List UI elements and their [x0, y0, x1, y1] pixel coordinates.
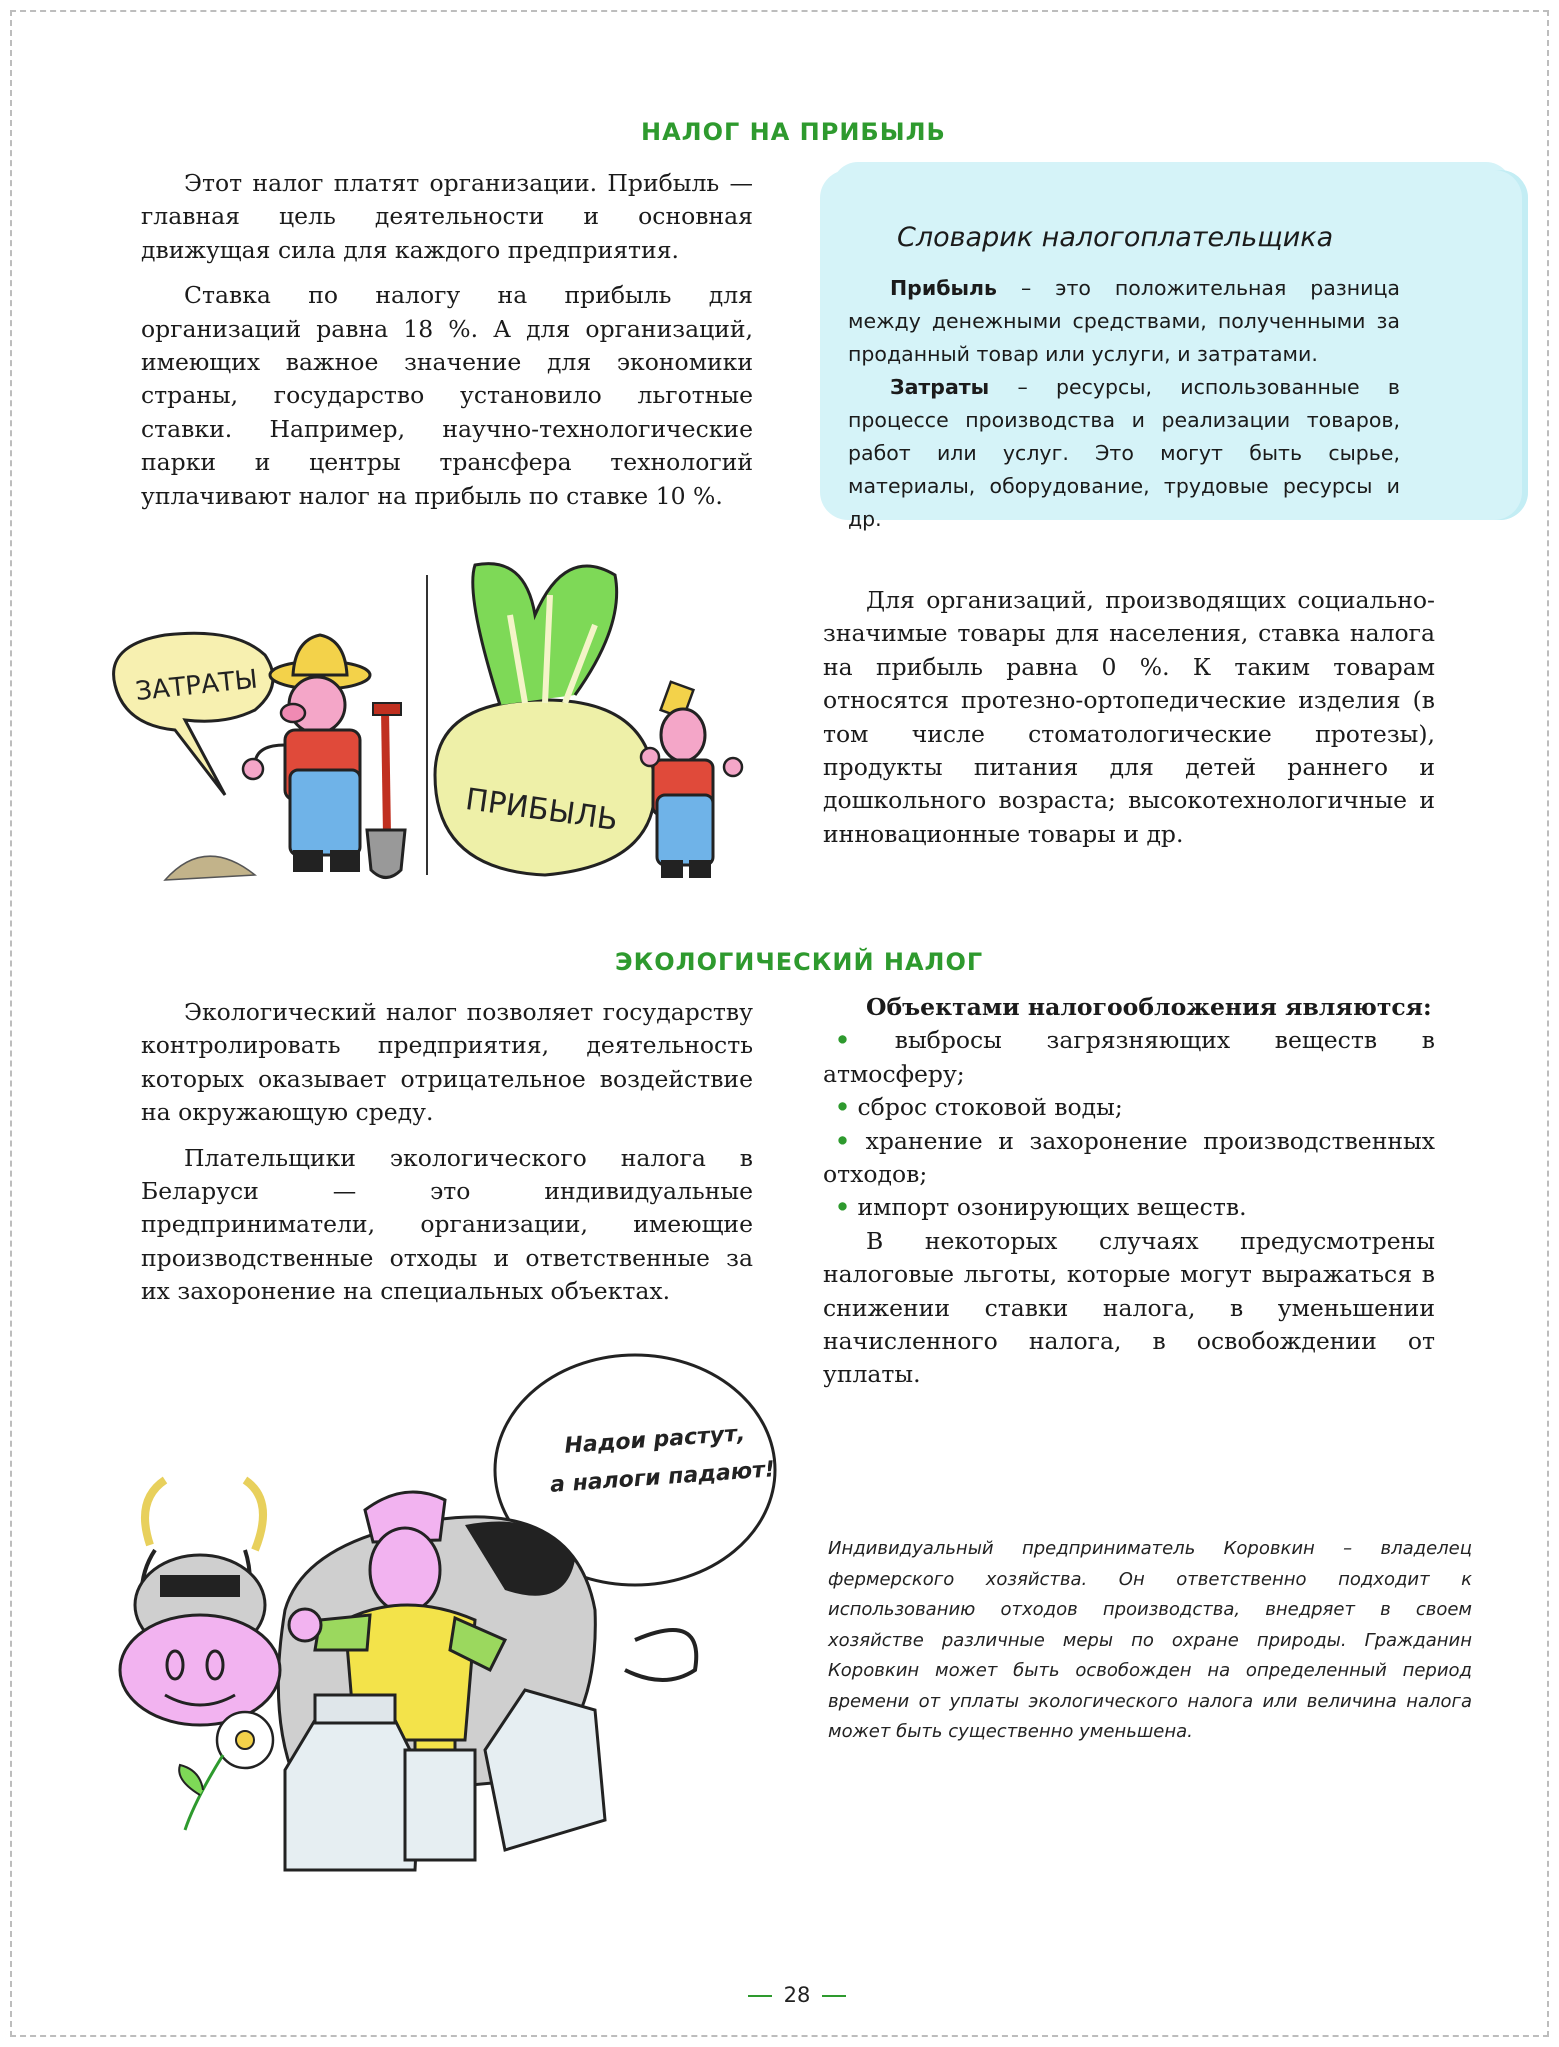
tax-objects-text: [823, 991, 1435, 1392]
shovel: [367, 703, 405, 878]
bullet-icon: •: [835, 1093, 851, 1122]
list-item: • сброс стоковой воды;: [835, 1093, 1123, 1122]
costs-bubble-label: ЗАТРАТЫ: [133, 664, 260, 708]
farmer-turnip-illustration: [105, 535, 765, 890]
section-heading-profit-tax: НАЛОГ НА ПРИБЫЛЬ: [641, 118, 946, 146]
zero-rate-text: [823, 584, 1435, 851]
profit-tax-text: [141, 167, 753, 513]
glossary-term: Затраты: [890, 375, 990, 399]
speech-line-1: Надои растут,: [563, 1421, 747, 1459]
seed-pile: [165, 856, 255, 880]
daisy-flower: [179, 1712, 273, 1830]
glossary-body: [848, 272, 1400, 536]
paragraph: Для организаций, производящих социально-значимые товары для населения, ставка налога на прибыль равна 0 %. К таким товарам относятся протезно-ортопедические изделия (в том числе стоматологические протезы), продукты питания для детей раннего и дошкольного возраста; высокотехнологичные и инновационные товары и др.: [823, 586, 1435, 848]
list-item: • импорт озонирующих веществ.: [835, 1193, 1247, 1222]
list-item: • выбросы загрязняющих веществ в атмосферу;: [823, 1026, 1435, 1088]
glossary-term: Прибыль: [890, 276, 998, 300]
list-item: • хранение и захоронение производственных отходов;: [823, 1126, 1435, 1189]
glossary-definition: – это положительная разница между денежными средствами, полученными за проданный товар или услуги, и затратами.: [848, 276, 1400, 366]
farmer-cow-illustration: [105, 1350, 805, 1890]
page-number-dash: [822, 1995, 846, 1997]
profit-turnip-label: ПРИБЫЛЬ: [463, 782, 620, 839]
paragraph: В некоторых случаях предусмотрены налоговые льготы, которые могут выражаться в снижении ставки налога, в уменьшении начисленного налога, в освобождении от уплаты.: [823, 1226, 1435, 1389]
illustration-caption: Индивидуальный предприниматель Коровкин – владелец фермерского хозяйства. Он ответственно подходит к использованию отходов производства, внедряет в своем хозяйстве различные меры по охране природы. Гражданин Коровкин может быть освобожден на определенный период времени от уплаты экологического налога или величина налога может быть существенно уменьшена.: [828, 1538, 1472, 1742]
tax-objects-list: [823, 1024, 1435, 1224]
turnip: [435, 564, 655, 875]
speech-line-2: а налоги падают!: [549, 1457, 776, 1498]
page-number: [727, 1983, 867, 2007]
bullet-icon: •: [835, 1026, 851, 1055]
page-number-dash: [748, 1995, 772, 1997]
glossary-definition: – ресурсы, использованные в процессе производства и реализации товаров, работ или услуг. Это могут быть сырье, материалы, оборудование, трудовые ресурсы и др.: [848, 375, 1400, 531]
paragraph: Ставка по налогу на прибыль для организаций равна 18 %. А для организаций, имеющих важное значение для экономики страны, государство установило льготные ставки. Например, научно-технологические парки и центры трансфера технологий уплачивают налог на прибыль по ставке 10 %.: [141, 281, 753, 510]
farmer-right: [641, 682, 742, 878]
paragraph: Экологический налог позволяет государству контролировать предприятия, деятельность которых оказывает отрицательное воздействие на окружающую среду.: [141, 998, 753, 1127]
bullet-icon: •: [835, 1126, 851, 1155]
bullet-icon: •: [835, 1193, 851, 1222]
paragraph: Плательщики экологического налога в Беларуси — это индивидуальные предприниматели, организации, имеющие производственные отходы и ответственные за их захоронение на специальных объектах.: [141, 1143, 753, 1306]
page-number-value: 28: [783, 1983, 811, 2007]
glossary-entry: [848, 272, 1400, 371]
glossary-title: Словарик налогоплательщика: [897, 222, 1334, 253]
section-heading-ecological-tax: ЭКОЛОГИЧЕСКИЙ НАЛОГ: [615, 948, 984, 976]
paragraph: Этот налог платят организации. Прибыль — главная цель деятельности и основная движущая сила для каждого предприятия.: [141, 169, 753, 264]
ecological-tax-text: [141, 996, 753, 1309]
glossary-entry: [848, 371, 1400, 536]
objects-title: Объектами налогообложения являются:: [866, 993, 1432, 1021]
